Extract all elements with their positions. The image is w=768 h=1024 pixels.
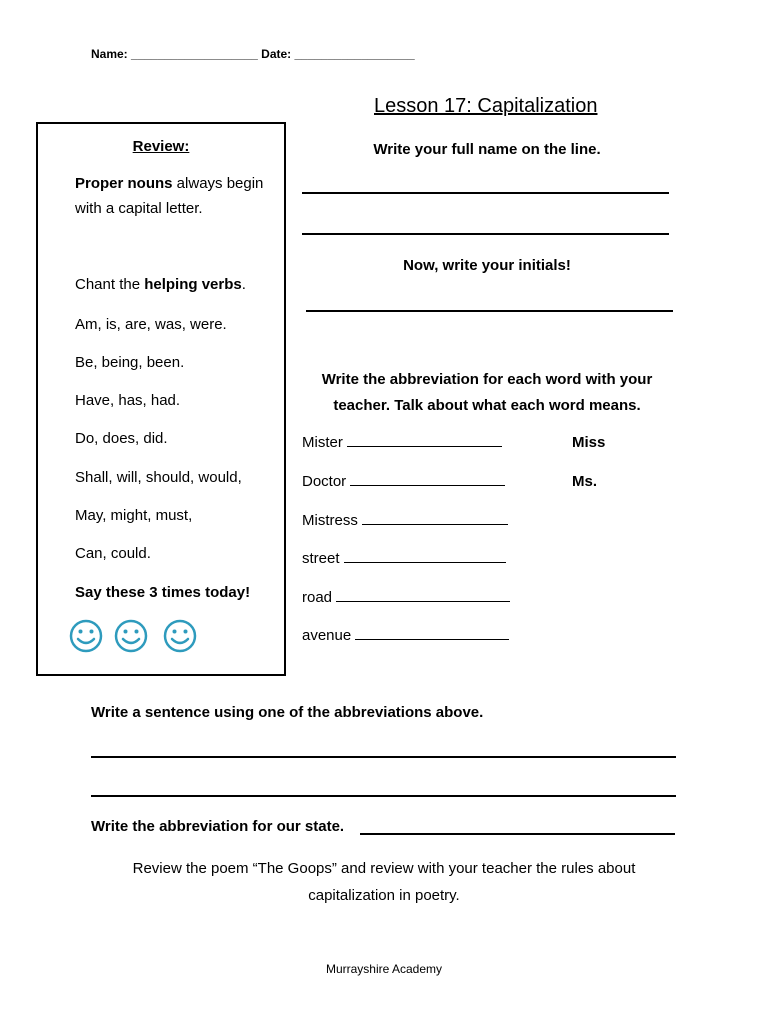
verb-line: Am, is, are, was, were. [75, 316, 227, 333]
abbreviation-row-street [302, 550, 506, 567]
review-heading: Review: [132, 138, 190, 155]
abbreviation-answer-blank[interactable] [350, 485, 505, 486]
abbreviation-prompt-line-1: Write the abbreviation for each word with your [321, 371, 653, 388]
proper-nouns-line-2: with a capital letter. [75, 200, 203, 217]
word-avenue: avenue [302, 627, 352, 644]
abbreviation-answer-blank[interactable] [344, 562, 506, 563]
proper-nouns-bold: Proper nouns [75, 175, 173, 192]
verb-line: Can, could. [75, 545, 151, 562]
review-box [36, 122, 286, 676]
abbreviation-row-doctor [302, 473, 505, 490]
sentence-answer-line[interactable] [91, 795, 676, 797]
verb-line: Shall, will, should, would, [75, 469, 242, 486]
abbreviation-answer-blank[interactable] [336, 601, 510, 602]
chant-prefix: Chant the [75, 276, 145, 293]
initials-prompt: Now, write your initials! [403, 257, 571, 274]
chant-line [75, 276, 246, 293]
sentence-prompt: Write a sentence using one of the abbreviations above. [91, 704, 484, 721]
abbreviation-row-avenue [302, 627, 509, 644]
abbreviation-answer-blank[interactable] [355, 639, 509, 640]
word-ms: Ms. [572, 473, 598, 490]
chant-bold: helping verbs [144, 276, 242, 293]
full-name-prompt: Write your full name on the line. [373, 141, 601, 158]
state-prompt: Write the abbreviation for our state. [91, 818, 345, 835]
say-three-times: Say these 3 times today! [75, 584, 251, 601]
abbreviation-answer-blank[interactable] [347, 446, 502, 447]
verb-line: May, might, must, [75, 507, 193, 524]
initials-answer-line[interactable] [306, 310, 673, 312]
footer-school-name: Murrayshire Academy [325, 962, 443, 976]
abbreviation-answer-blank[interactable] [362, 524, 508, 525]
smiley-face-icon [69, 619, 103, 653]
abbreviation-prompt-line-2: teacher. Talk about what each word means. [333, 397, 641, 414]
word-road: road [302, 589, 333, 606]
abbreviation-row-road [302, 589, 510, 606]
word-mister: Mister [302, 434, 343, 451]
abbreviation-row-mister [302, 434, 502, 451]
verb-line: Be, being, been. [75, 354, 185, 371]
smiley-face-icon [114, 619, 148, 653]
full-name-answer-line[interactable] [302, 192, 669, 194]
poem-review-note: Review the poem “The Goops” and review with your teacher the rules about capitalization in poetry. [132, 860, 636, 904]
lesson-title: Lesson 17: Capitalization [374, 95, 598, 117]
proper-nouns-line-1 [75, 175, 263, 192]
word-miss: Miss [572, 434, 606, 451]
word-doctor: Doctor [302, 473, 347, 490]
verb-line: Have, has, had. [75, 392, 181, 409]
verb-line: Do, does, did. [75, 430, 168, 447]
word-mistress: Mistress [302, 512, 358, 529]
word-street: street [302, 550, 340, 567]
sentence-answer-line[interactable] [91, 756, 676, 758]
abbreviation-row-mistress [302, 512, 508, 529]
name-date-line[interactable]: Name: ___________________ Date: __________________ [91, 47, 415, 61]
chant-suffix: . [241, 276, 246, 293]
smiley-face-icon [163, 619, 197, 653]
full-name-answer-line[interactable] [302, 233, 669, 235]
state-answer-line[interactable] [360, 833, 675, 835]
proper-nouns-rest: always begin [172, 175, 264, 192]
